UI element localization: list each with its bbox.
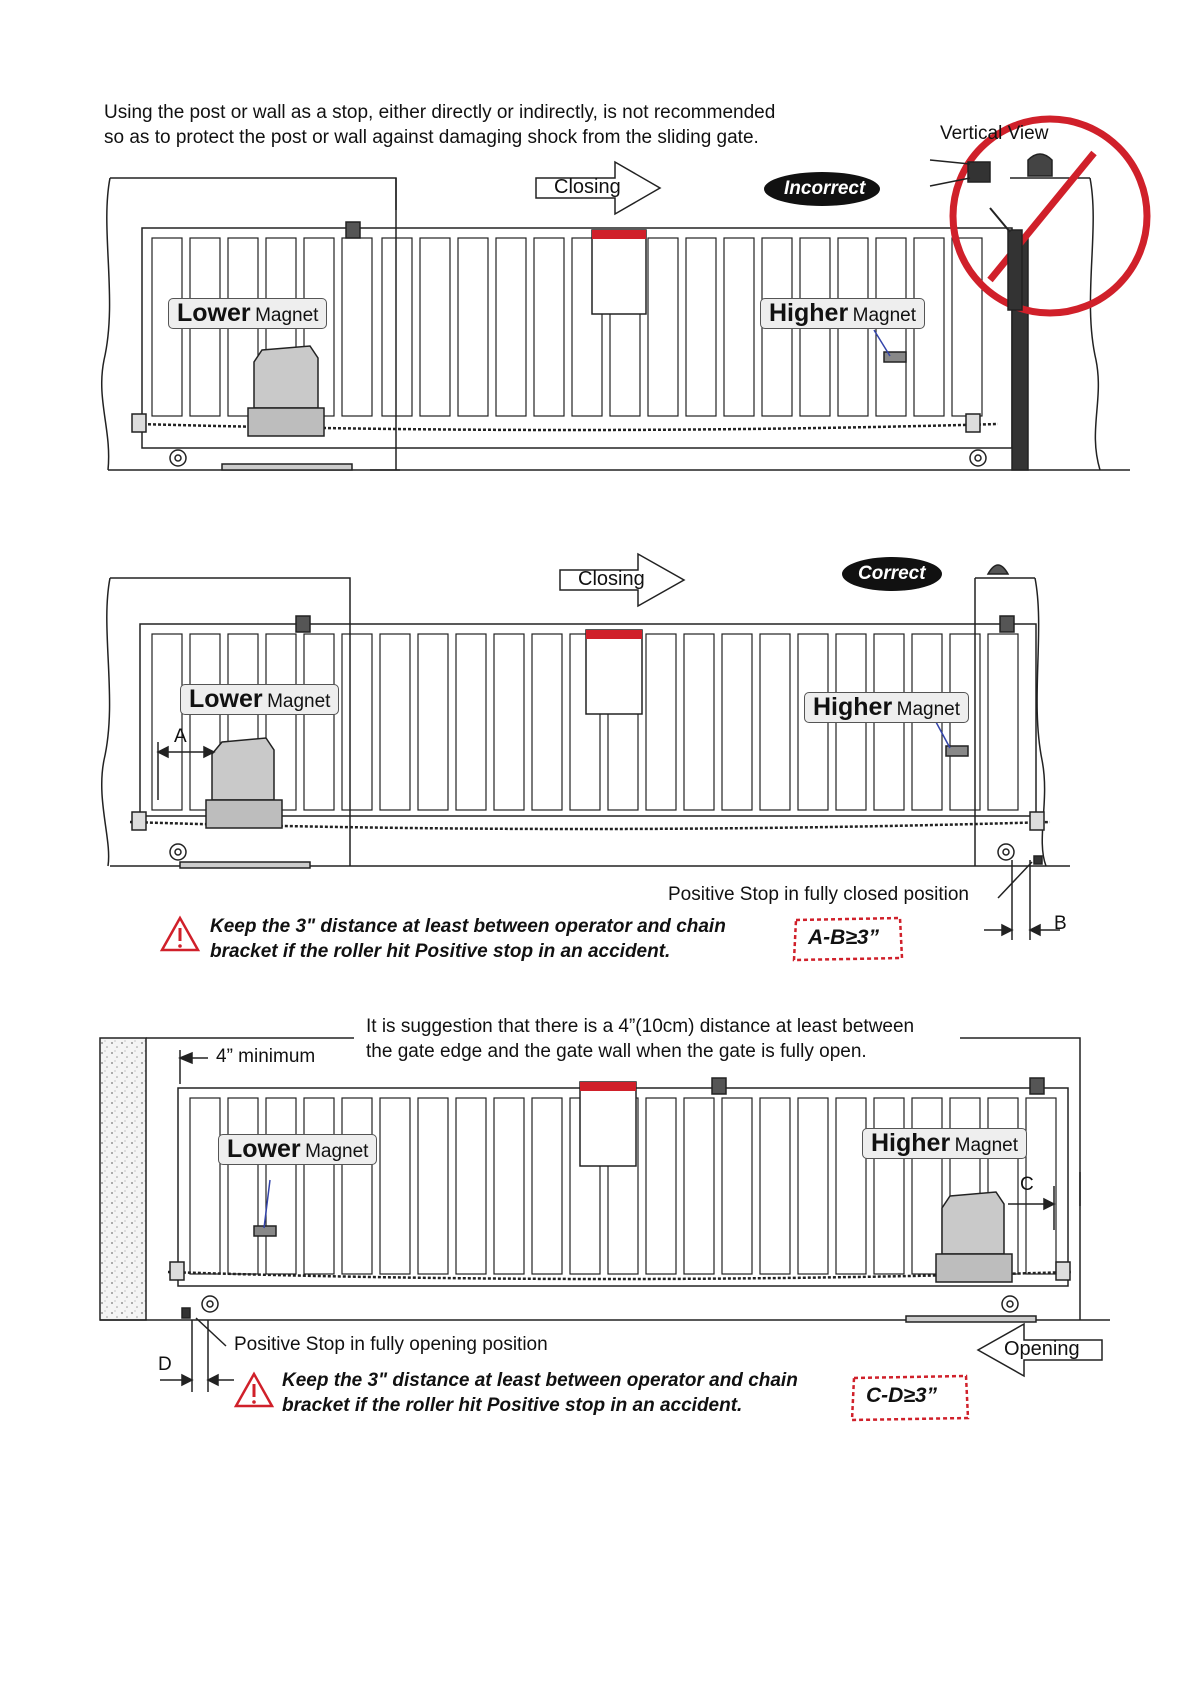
panel-incorrect (102, 119, 1147, 470)
higher-magnet-strong: Higher (769, 299, 849, 327)
panel-opening (100, 1038, 1110, 1420)
closing-label-2: Closing (578, 568, 645, 590)
dimension-c-label: C (1020, 1174, 1034, 1195)
warning-line2: bracket if the roller hit Positive stop in an accident. (210, 941, 671, 962)
top-note-line1: Using the post or wall as a stop, either directly or indirectly, is not recommended (104, 102, 776, 123)
vertical-view-label: Vertical View (940, 123, 1049, 144)
lower-magnet-strong: Lower (177, 299, 251, 327)
higher-magnet-weak: Magnet (852, 305, 917, 326)
higher-magnet-strong: Higher (871, 1129, 951, 1157)
closing-label-1: Closing (554, 176, 621, 198)
higher-magnet-weak: Magnet (896, 699, 961, 720)
formula-cd: C-D≥3” (866, 1384, 938, 1407)
top-note-line2: so as to protect the post or wall against damaging shock from the sliding gate. (104, 127, 759, 148)
opening-label: Opening (1004, 1338, 1080, 1360)
opening-note (366, 1014, 914, 1064)
correct-badge: Correct (858, 563, 926, 584)
warning-text-3 (282, 1368, 798, 1418)
higher-magnet-weak: Magnet (954, 1135, 1019, 1156)
minimum-label: 4” minimum (216, 1046, 316, 1067)
higher-magnet-strong: Higher (813, 693, 893, 721)
lower-magnet-label-1 (168, 298, 327, 329)
dimension-a-label: A (174, 726, 187, 747)
lower-magnet-strong: Lower (189, 685, 263, 713)
warning-line2: bracket if the roller hit Positive stop in an accident. (282, 1395, 743, 1416)
dimension-b-label: B (1054, 913, 1067, 934)
positive-stop-open-label: Positive Stop in fully opening position (234, 1334, 548, 1355)
positive-stop-closed-label: Positive Stop in fully closed position (668, 884, 969, 905)
lower-magnet-weak: Magnet (305, 1141, 369, 1162)
top-note (104, 100, 775, 150)
higher-magnet-label-1 (760, 298, 925, 329)
lower-magnet-label-3 (218, 1134, 377, 1165)
lower-magnet-weak: Magnet (255, 305, 319, 326)
warning-text-2 (210, 914, 726, 964)
lower-magnet-strong: Lower (227, 1135, 301, 1163)
warning-line1: Keep the 3" distance at least between operator and chain (210, 916, 726, 937)
opening-note-line2: the gate edge and the gate wall when the gate is fully open. (366, 1041, 867, 1062)
warning-line1: Keep the 3" distance at least between operator and chain (282, 1370, 798, 1391)
higher-magnet-label-3 (862, 1128, 1027, 1159)
opening-note-line1: It is suggestion that there is a 4”(10cm) distance at least between (366, 1016, 915, 1037)
lower-magnet-label-2 (180, 684, 339, 715)
dimension-d-label: D (158, 1354, 172, 1375)
higher-magnet-label-2 (804, 692, 969, 723)
formula-ab: A-B≥3” (808, 926, 880, 949)
incorrect-badge: Incorrect (784, 178, 866, 199)
lower-magnet-weak: Magnet (267, 691, 331, 712)
